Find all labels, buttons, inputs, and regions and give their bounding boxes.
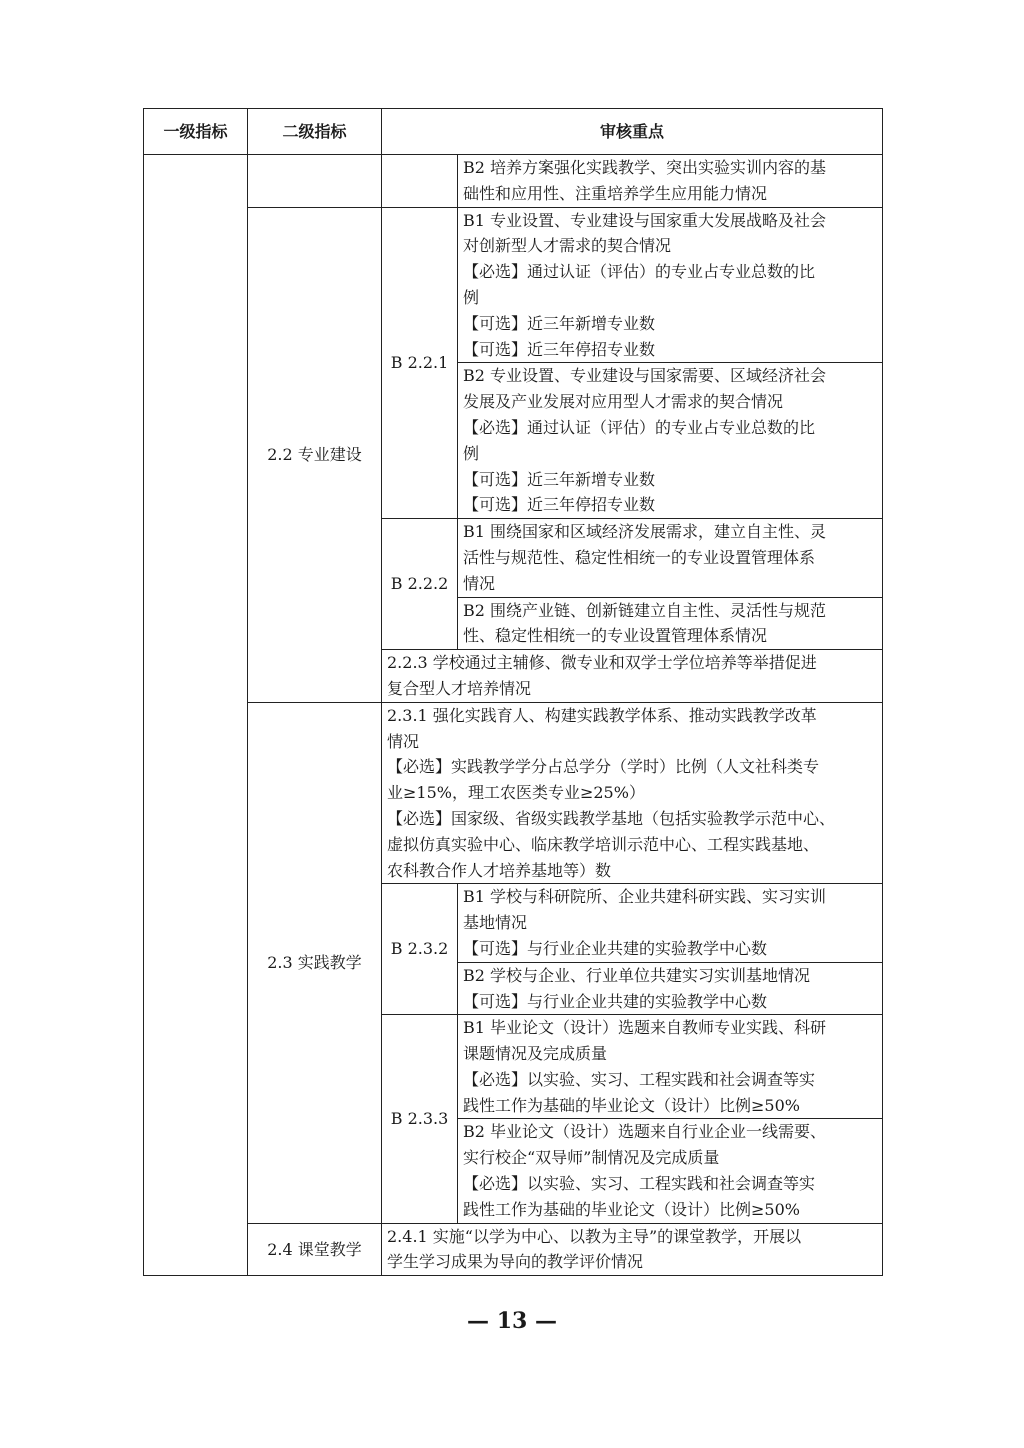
b221-b1-text: [458, 207, 883, 363]
text-line: B2 学校与企业、行业单位共建实习实训基地情况: [463, 965, 811, 985]
table-row: [144, 207, 883, 363]
text-line: 2.2.3 学校通过主辅修、微专业和双学士学位培养等举措促进: [387, 653, 817, 673]
table-row: [144, 1223, 883, 1276]
text-line: 2.3.1 强化实践育人、构建实践教学体系、推动实践教学改革: [387, 705, 817, 725]
table-row: [144, 702, 883, 884]
text-line: 农科教合作人才培养基地等）数: [387, 860, 612, 880]
text-line: 【必选】以实验、实习、工程实践和社会调查等实: [463, 1174, 816, 1194]
table-row: [144, 155, 883, 208]
header-level1: 一级指标: [144, 109, 248, 155]
text-line: 践性工作为基础的毕业论文（设计）比例≥50%: [463, 1095, 800, 1115]
text-line: B2 毕业论文（设计）选题来自行业企业一线需要、: [463, 1122, 827, 1142]
text-line: 【可选】与行业企业共建的实验教学中心数: [463, 938, 768, 958]
code-b233: B 2.3.3: [382, 1015, 458, 1223]
text-line: 实行校企“双导师”制情况及完成质量: [463, 1148, 720, 1168]
text-line: 践性工作为基础的毕业论文（设计）比例≥50%: [463, 1199, 800, 1219]
text-line: 课题情况及完成质量: [463, 1044, 608, 1064]
header-review-focus: 审核重点: [382, 109, 883, 155]
b232-b1-text: [458, 884, 883, 962]
item-2-4-1-text: [382, 1223, 883, 1276]
level1-cell-empty: [144, 155, 248, 1276]
item-2-2-3-text: [382, 650, 883, 703]
item-2-3-1-text: [382, 702, 883, 884]
text-line: 2.4.1 实施“以学为中心、以教为主导”的课堂教学，开展以: [387, 1226, 802, 1246]
b222-b1-text: [458, 519, 883, 597]
table-header-row: [144, 109, 883, 155]
text-line: B2 围绕产业链、创新链建立自主性、灵活性与规范: [463, 600, 827, 620]
text-line: 例: [463, 443, 480, 463]
top-b2-text: [458, 155, 883, 208]
review-table: [143, 108, 883, 1276]
text-line: 【必选】通过认证（评估）的专业占专业总数的比: [463, 417, 816, 437]
text-line: 【可选】与行业企业共建的实验教学中心数: [463, 991, 768, 1011]
text-line: 【可选】近三年新增专业数: [463, 469, 656, 489]
text-line: 虚拟仿真实验中心、临床教学培训示范中心、工程实践基地、: [387, 834, 820, 854]
text-line: 【可选】近三年停招专业数: [463, 339, 656, 359]
text-line: 础性和应用性、注重培养学生应用能力情况: [463, 183, 768, 203]
header-level2: 二级指标: [248, 109, 382, 155]
code-b232: B 2.3.2: [382, 884, 458, 1015]
text-line: 复合型人才培养情况: [387, 678, 532, 698]
text-line: 发展及产业发展对应用型人才需求的契合情况: [463, 392, 784, 412]
text-line: B1 学校与科研院所、企业共建科研实践、实习实训: [463, 887, 827, 907]
page-number: — 13 —: [467, 1308, 557, 1334]
text-line: B1 围绕国家和区域经济发展需求，建立自主性、灵: [463, 522, 827, 542]
text-line: 【可选】近三年新增专业数: [463, 313, 656, 333]
text-line: 【必选】通过认证（评估）的专业占专业总数的比: [463, 262, 816, 282]
section-2-3-name: 2.3 实践教学: [248, 702, 382, 1223]
code-b222: B 2.2.2: [382, 519, 458, 650]
code-cell-empty: [382, 155, 458, 208]
b221-b2-text: [458, 363, 883, 519]
text-line: 业≥15%，理工农医类专业≥25%）: [387, 783, 645, 803]
text-line: 基地情况: [463, 913, 528, 933]
text-line: 【必选】国家级、省级实践教学基地（包括实验教学示范中心、: [387, 808, 836, 828]
text-line: 【必选】实践教学学分占总学分（学时）比例（人文社科类专: [387, 757, 820, 777]
text-line: 【必选】以实验、实习、工程实践和社会调查等实: [463, 1069, 816, 1089]
b233-b2-text: [458, 1119, 883, 1223]
text-line: 对创新型人才需求的契合情况: [463, 236, 672, 256]
text-line: B2 专业设置、专业建设与国家需要、区域经济社会: [463, 366, 827, 386]
b222-b2-text: [458, 597, 883, 650]
text-line: 性、稳定性相统一的专业设置管理体系情况: [463, 626, 768, 646]
code-b221: B 2.2.1: [382, 207, 458, 519]
text-line: B1 专业设置、专业建设与国家重大发展战略及社会: [463, 210, 827, 230]
level2-cell-empty: [248, 155, 382, 208]
section-2-2-name: 2.2 专业建设: [248, 207, 382, 702]
text-line: 例: [463, 287, 480, 307]
text-line: 情况: [387, 731, 420, 751]
text-line: 情况: [463, 573, 496, 593]
b232-b2-text: [458, 962, 883, 1015]
text-line: 学生学习成果为导向的教学评价情况: [387, 1252, 644, 1272]
b233-b1-text: [458, 1015, 883, 1119]
text-line: 【可选】近三年停招专业数: [463, 495, 656, 515]
text-line: B1 毕业论文（设计）选题来自教师专业实践、科研: [463, 1018, 827, 1038]
section-2-4-name: 2.4 课堂教学: [248, 1223, 382, 1276]
text-line: 活性与规范性、稳定性相统一的专业设置管理体系: [463, 547, 816, 567]
text-line: B2 培养方案强化实践教学、突出实验实训内容的基: [463, 158, 827, 177]
